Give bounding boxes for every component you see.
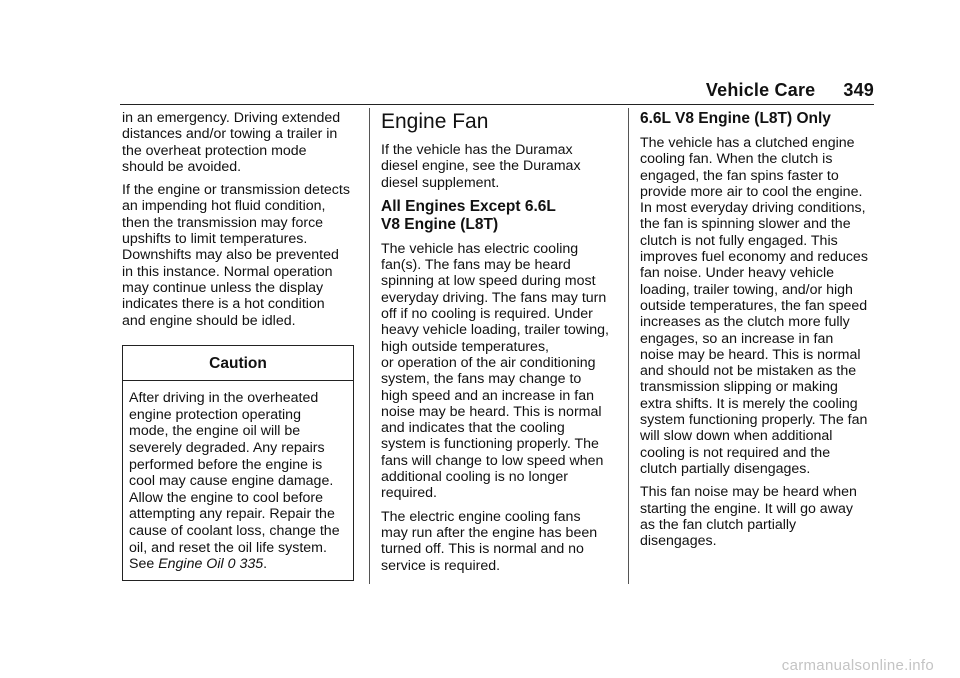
page-ref-number: 335: [239, 556, 264, 573]
header-rule: [120, 104, 874, 105]
caution-text: After driving in the overheated engine protection operating mode, the engine oil will be severely degraded. Any repairs performed before the engine is cool may cause engine damage. Allow the engine to cool before attempting any repair. Repair the cause of coolant loss, change the oil, and reset the oil life system. See: [129, 390, 340, 573]
watermark: carmanualsonline.info: [781, 657, 934, 674]
section-heading: Engine Fan: [381, 110, 489, 133]
paragraph: The electric engine cooling fans may run after the engine has been turned off. This is normal and no service is required.: [381, 508, 598, 574]
page-header: [706, 80, 874, 101]
column-1: [122, 110, 358, 581]
engine-oil-link-text: Engine Oil: [158, 556, 224, 573]
paragraph: If the vehicle has the Duramax diesel engine, see the Duramax diesel supplement.: [381, 142, 581, 191]
caution-title: Caution: [123, 346, 353, 381]
paragraph: This fan noise may be heard when starting the engine. It will go away as the fan clutch partially disengages.: [640, 484, 857, 550]
column-3: [640, 110, 880, 556]
column-divider-2: [628, 108, 629, 584]
engine-oil-link[interactable]: [158, 556, 263, 572]
paragraph: The vehicle has a clutched engine cooling fan. When the clutch is engaged, the fan spins faster to provide more air to cool the engine. In most everyday driving conditions, the fan is spinning slower and the clutch is not fully engaged. This improves fuel economy and reduces fan noise. Under heavy vehicle loading, trailer towing, and/or high outside temperatures, the fan speed increases as the clutch more fully engages, so an increase in fan noise may be heard. This is normal and should not be mistaken as the transmission slipping or making extra shifts. It is merely the cooling system functioning properly. The fan will slow down when additional cooling is not required and the clutch partially disengages.: [640, 135, 868, 477]
paragraph: The vehicle has electric cooling fan(s). The fans may be heard spinning at low speed during most everyday driving. The fans may turn off if no cooling is required. Under heavy vehicle loading, trailer towing, high outside temperatures, or operation of the air conditioning system, the fans may change to high speed and an increase in fan noise may be heard. This is normal and indicates that the cooling system is functioning properly. The fans will change to low speed when additional cooling is no longer required.: [381, 240, 609, 502]
page-ref-icon: 0: [227, 556, 236, 573]
caution-end: .: [263, 556, 268, 573]
subheading: All Engines Except 6.6L V8 Engine (L8T): [381, 197, 556, 233]
paragraph: in an emergency. Driving extended distances and/or towing a trailer in the overheat protection mode should be avoided.: [122, 110, 341, 175]
paragraph: If the engine or transmission detects an impending hot fluid condition, then the transmission may force upshifts to limit temperatures. Downshifts may also be prevented in this instance. Normal operation may continue unless the display indicates there is a hot condition and engine should be idled.: [122, 182, 350, 329]
column-divider-1: [369, 108, 370, 584]
page-number: 349: [843, 80, 874, 100]
caution-box: [122, 345, 354, 581]
section-title: Vehicle Care: [705, 80, 816, 100]
column-2: [381, 110, 617, 581]
subheading: 6.6L V8 Engine (L8T) Only: [640, 110, 831, 127]
caution-body: [123, 381, 353, 580]
